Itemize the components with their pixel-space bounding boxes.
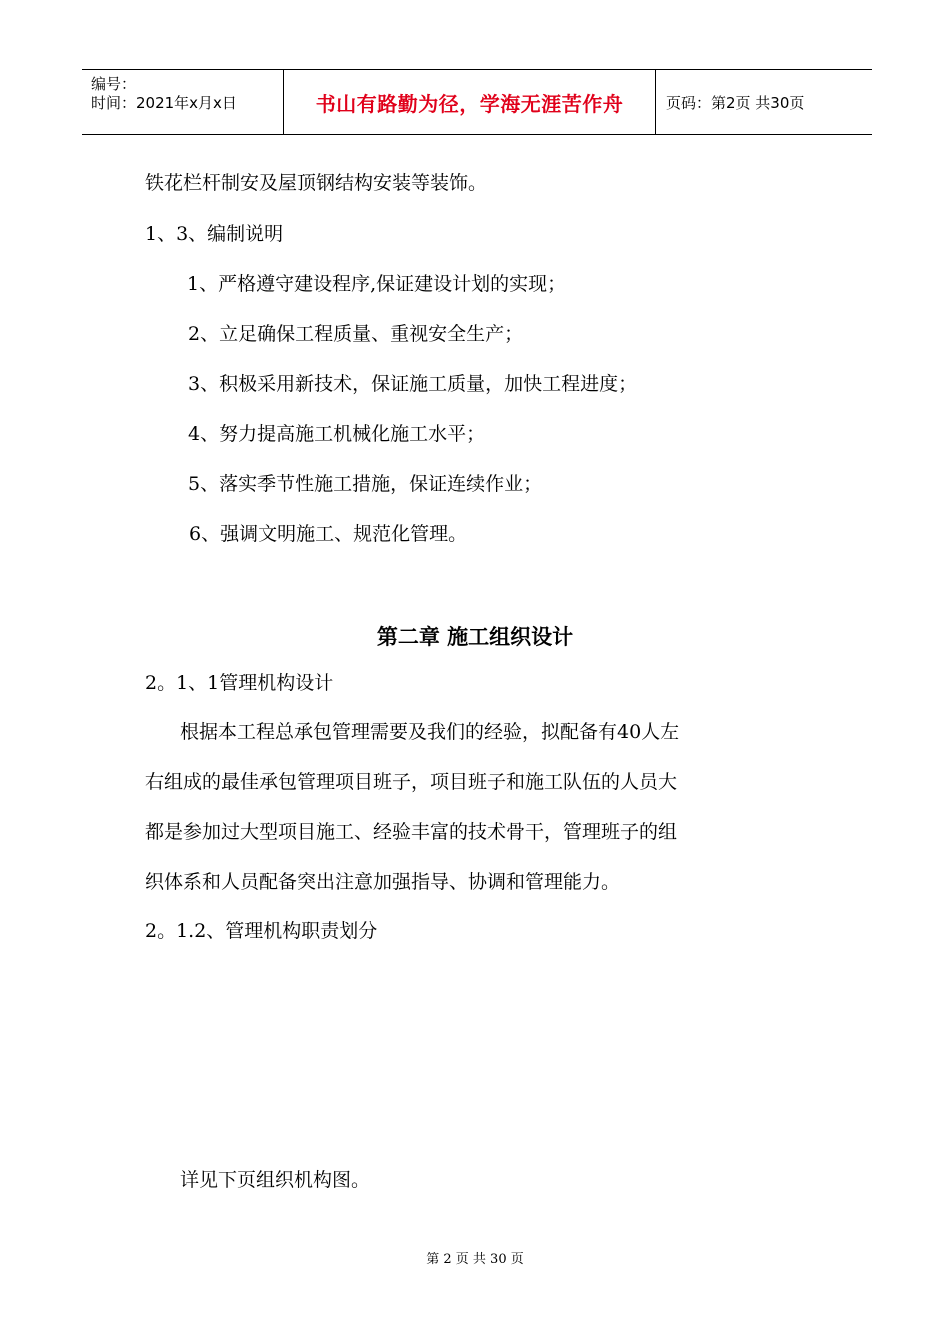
header-page-cell xyxy=(656,70,872,134)
chapter-title: 第二章 施工组织设计 xyxy=(376,625,574,649)
intro-line: 铁花栏杆制安及屋顶钢结构安装等装饰。 xyxy=(145,172,488,194)
header-page-info: 页码：第2页 共30页 xyxy=(666,93,805,112)
header-motto-cell xyxy=(284,70,656,134)
list-item: 5、落实季节性施工措施，保证连续作业； xyxy=(188,473,543,495)
list-item: 1、严格遵守建设程序,保证建设计划的实现； xyxy=(187,273,567,295)
list-item: 3、积极采用新技术，保证施工质量，加快工程进度； xyxy=(188,373,638,395)
section-heading-2-1-2: 2。1.2、管理机构职责划分 xyxy=(145,920,378,942)
header-meta-cell xyxy=(82,70,284,134)
paragraph-line: 根据本工程总承包管理需要及我们的经验，拟配备有40人左 xyxy=(180,721,680,743)
list-item: 2、立足确保工程质量、重视安全生产； xyxy=(188,323,524,345)
see-next-page-note: 详见下页组织机构图。 xyxy=(180,1169,371,1191)
document-number-label: 编号： xyxy=(91,75,137,93)
page-header xyxy=(82,69,872,135)
section-heading-2-1-1: 2。1、1管理机构设计 xyxy=(145,672,334,694)
paragraph-line: 织体系和人员配备突出注意加强指导、协调和管理能力。 xyxy=(145,871,621,893)
section-heading-1-3: 1、3、编制说明 xyxy=(145,223,284,245)
document-date: 时间：2021年x月x日 xyxy=(91,94,237,112)
header-motto: 书山有路勤为径，学海无涯苦作舟 xyxy=(315,91,624,116)
page-footer: 第 2 页 共 30 页 xyxy=(426,1252,524,1267)
paragraph-line: 右组成的最佳承包管理项目班子，项目班子和施工队伍的人员大 xyxy=(145,771,678,793)
paragraph-line: 都是参加过大型项目施工、经验丰富的技术骨干，管理班子的组 xyxy=(145,821,678,843)
list-item: 4、努力提高施工机械化施工水平； xyxy=(188,423,486,445)
list-item: 6、强调文明施工、规范化管理。 xyxy=(189,523,468,545)
